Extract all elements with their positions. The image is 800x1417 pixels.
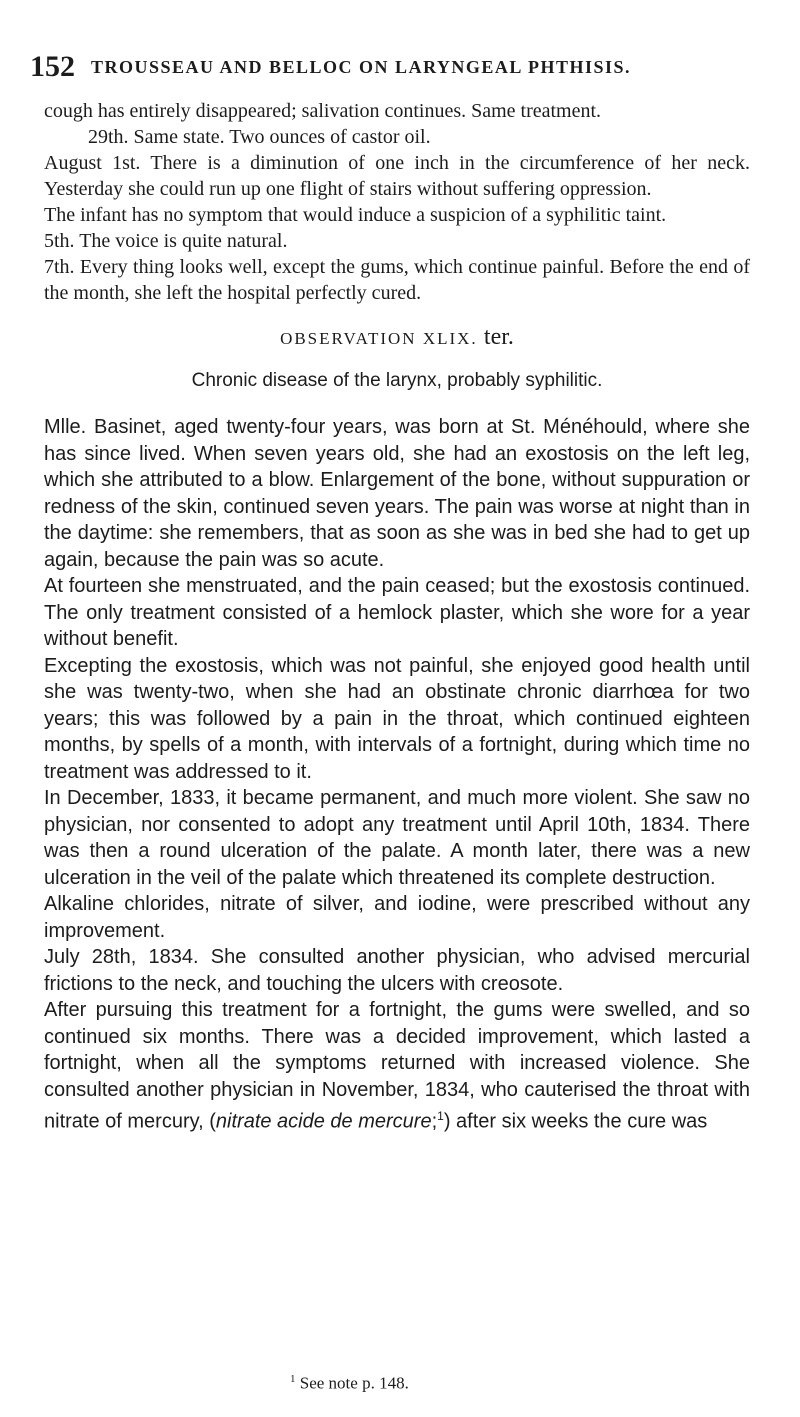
- case-report: [44, 414, 750, 1135]
- case-paragraph-text: After pursuing this treatment for a fortnight, the gums were swelled, and so continued six months. There was a decided improvement, which lasted a fortnight, when all the symptoms returned with increased violence. She consulted another physician in November, 1834, who cauterised the throat with nitrate of mercury,: [44, 999, 750, 1133]
- case-paragraph: Excepting the exostosis, which was not painful, she enjoyed good health until she was twenty-two, when she had an obstinate chronic diarrhœa for two years; this was followed by a pain in the throat, which continued eighteen months, by spells of a month, with intervals of a fortnight, during which time no treatment was addressed to it.: [44, 654, 750, 783]
- paragraph: 5th. The voice is quite natural.: [44, 230, 288, 252]
- case-paragraph: Alkaline chlorides, nitrate of silver, and iodine, were prescribed without any improvement.: [44, 893, 750, 942]
- case-paragraph: July 28th, 1834. She consulted another physician, who advised mercurial frictions to the neck, and touching the ulcers with creosote.: [44, 946, 750, 995]
- running-head: TROUSSEAU AND BELLOC ON LARYNGEAL PHTHISIS.: [91, 57, 631, 77]
- observation-subtitle: Chronic disease of the larynx, probably syphilitic.: [191, 370, 603, 391]
- observation-heading-label: OBSERVATION XLIX.: [280, 329, 478, 348]
- observation-heading-suffix: ter.: [483, 324, 514, 350]
- footnote-reference: 1: [437, 1109, 444, 1123]
- case-paragraph: In December, 1833, it became permanent, and much more violent. She saw no physician, nor consented to adopt any treatment until April 10th, 1834. There was then a round ulceration of the palate. A month later, there was a new ulceration in the veil of the palate which threatened its complete destruction.: [44, 787, 750, 889]
- italic-term: nitrate acide de mercure: [215, 1110, 432, 1133]
- page-number: 152: [30, 50, 75, 83]
- case-paragraph: After pursuing this treatment for a fortnight, the gums were swelled, and so continued six months. There was a decided improvement, which lasted a fortnight, when all the symptoms returned with increased violence. She consulted another physician in November, 1834, who cauterised the throat with nitrate of mercury, (nitrate acide de mercure;$^1$) after six weeks the cure was: [44, 999, 750, 1133]
- footnote-marker: 1: [290, 1373, 296, 1385]
- footnote-text: See note p. 148.: [299, 1373, 409, 1393]
- page-header: [30, 50, 770, 84]
- paragraph: 29th. Same state. Two ounces of castor oil.: [88, 126, 431, 148]
- case-paragraph-text-end: after six weeks the cure was: [456, 1110, 708, 1133]
- paragraph: 7th. Every thing looks well, except the gums, which continue painful. Before the end of the month, she left the hospital perfectly cured.: [44, 256, 750, 304]
- body-text: [44, 98, 750, 1135]
- paragraph: The infant has no symptom that would induce a suspicion of a syphilitic taint.: [44, 204, 667, 226]
- case-paragraph: At fourteen she menstruated, and the pain ceased; but the exostosis continued. The only treatment consisted of a hemlock plaster, which she wore for a year without benefit.: [44, 575, 750, 650]
- case-paragraph: Mlle. Basinet, aged twenty-four years, was born at St. Ménéhould, where she has since lived. When seven years old, she had an exostosis on the left leg, which she attributed to a blow. Enlargement of the bone, without suppuration or redness of the skin, continued seven years. The pain was worse at night than in the daytime: she remembers, that as soon as she was in bed she had to get up again, because the pain was so acute.: [44, 416, 750, 571]
- footnote: [290, 1373, 409, 1394]
- observation-heading: [44, 324, 750, 352]
- paragraph: August 1st. There is a diminution of one inch in the circumference of her neck. Yesterday she could run up one flight of stairs without suffering oppression.: [44, 152, 750, 200]
- paragraph: cough has entirely disappeared; salivation continues. Same treatment.: [44, 100, 602, 122]
